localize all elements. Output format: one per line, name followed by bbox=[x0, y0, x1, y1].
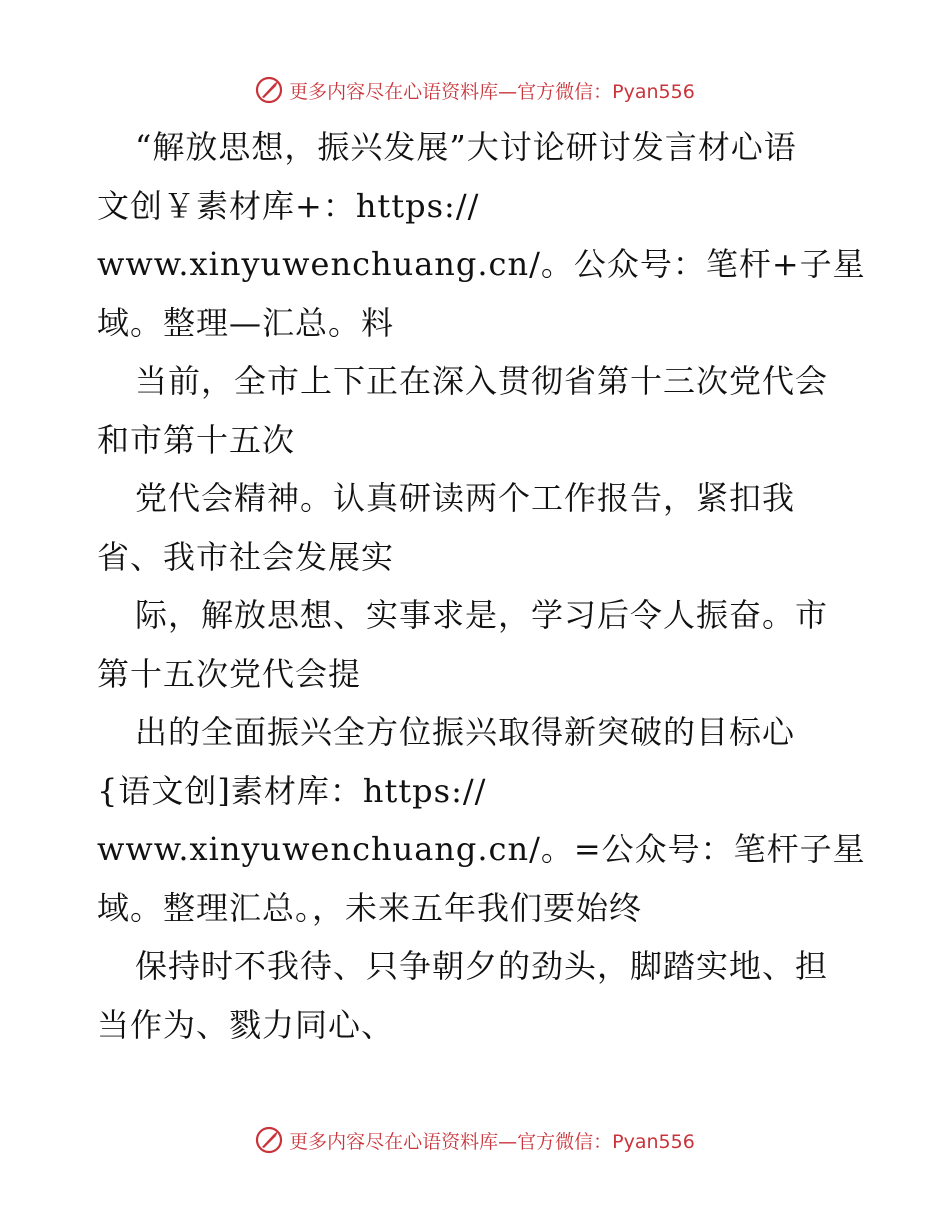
body-line: 党代会精神。认真研读两个工作报告，紧扣我 bbox=[135, 479, 796, 517]
body-line: 和市第十五次 bbox=[97, 420, 296, 459]
body-line: 保持时不我待、只争朝夕的劲头，脚踏实地、担 bbox=[135, 947, 829, 985]
footer-banner-text bbox=[289, 1127, 695, 1154]
body-line: 域。整理汇总。，未来五年我们要始终 bbox=[97, 888, 643, 927]
body-line: 域。整理—汇总。料 bbox=[97, 303, 395, 342]
quill-logo-icon bbox=[255, 1126, 283, 1154]
document-body bbox=[97, 118, 866, 1054]
body-line: www.xinyuwenchuang.cn/。=公众号：笔杆子星 bbox=[97, 830, 866, 868]
footer-banner bbox=[0, 1120, 950, 1160]
body-line: 出的全面振兴全方位振兴取得新突破的目标心 bbox=[135, 713, 796, 751]
header-banner-wechat: 官方微信：Pyan556 bbox=[517, 80, 695, 103]
header-banner-text bbox=[289, 77, 695, 104]
body-line: 第十五次党代会提 bbox=[97, 654, 362, 693]
body-line: {语文创]素材库：https:// bbox=[97, 771, 487, 810]
header-banner bbox=[0, 70, 950, 110]
body-line: 际，解放思想、实事求是，学习后令人振奋。市 bbox=[135, 596, 829, 634]
body-line: www.xinyuwenchuang.cn/。公众号：笔杆+子星 bbox=[97, 245, 866, 283]
body-line: 文创￥素材库+：https:// bbox=[97, 186, 480, 225]
body-line: 省、我市社会发展实 bbox=[97, 537, 395, 576]
footer-banner-dash: — bbox=[498, 1130, 518, 1153]
header-banner-title: 更多内容尽在心语资料库 bbox=[289, 80, 499, 103]
quill-logo-icon bbox=[255, 76, 283, 104]
body-line: 当作为、戮力同心、 bbox=[97, 1005, 395, 1044]
header-banner-dash: — bbox=[498, 80, 518, 103]
footer-banner-wechat: 官方微信：Pyan556 bbox=[517, 1130, 695, 1153]
body-line: “解放思想，振兴发展”大讨论研讨发言材心语 bbox=[135, 128, 797, 166]
footer-banner-title: 更多内容尽在心语资料库 bbox=[289, 1130, 499, 1153]
body-line: 当前，全市上下正在深入贯彻省第十三次党代会 bbox=[135, 362, 829, 400]
